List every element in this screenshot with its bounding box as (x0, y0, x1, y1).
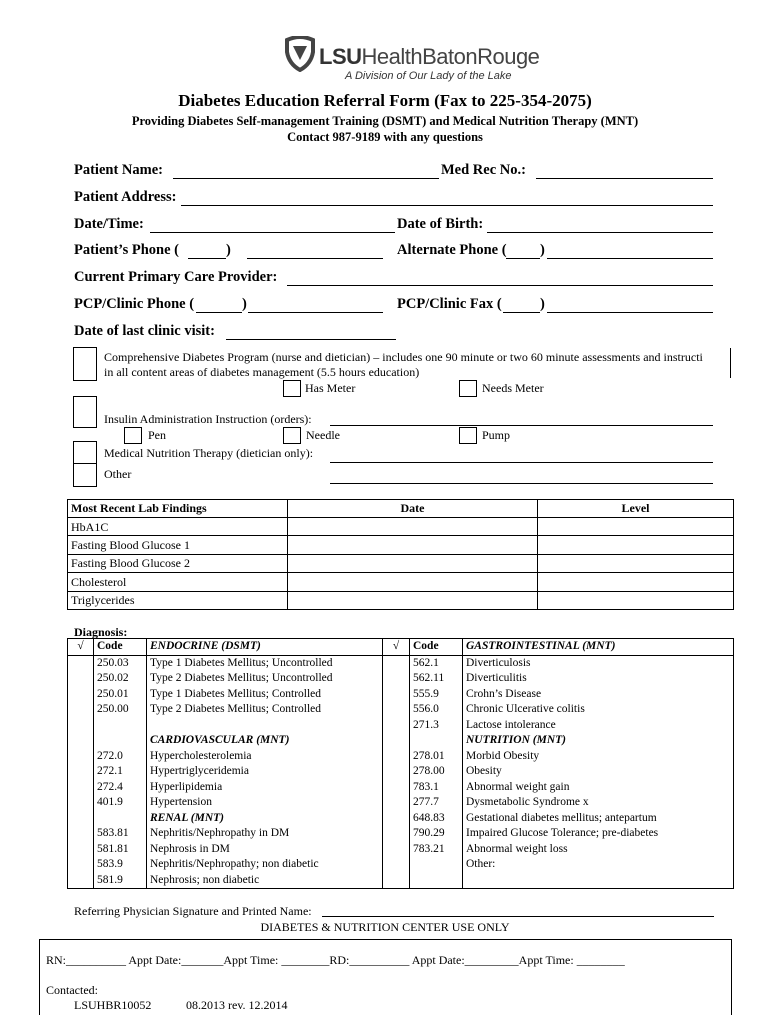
diagnosis-row (68, 764, 734, 780)
diagnosis-desc-left: CARDIOVASCULAR (MNT) (147, 733, 383, 749)
diagnosis-desc-left: Hypertriglyceridemia (147, 764, 383, 780)
diagnosis-code-right: 562.11 (410, 671, 463, 687)
patient-phone-paren: ) (226, 242, 231, 258)
lab-level-cell[interactable] (538, 591, 734, 609)
diagnosis-table (67, 638, 734, 889)
diagnosis-desc-left: Type 1 Diabetes Mellitus; Uncontrolled (147, 655, 383, 671)
diagnosis-desc-left: Nephrosis; non diabetic (147, 873, 383, 889)
diagnosis-check-left[interactable] (68, 718, 94, 734)
needs-meter-label: Needs Meter (482, 381, 544, 395)
lab-date-cell[interactable] (288, 554, 538, 572)
diagnosis-code-left: 272.0 (94, 749, 147, 765)
pump-checkbox[interactable] (459, 427, 477, 444)
lab-name: Fasting Blood Glucose 2 (68, 554, 288, 572)
diagnosis-desc-left: Hypercholesterolemia (147, 749, 383, 765)
diagnosis-code-right: 790.29 (410, 826, 463, 842)
diagnosis-row (68, 655, 734, 671)
diagnosis-check-right[interactable] (383, 780, 410, 796)
diagnosis-desc-right: Obesity (463, 764, 734, 780)
patient-address-label: Patient Address: (74, 189, 177, 205)
diagnosis-desc-left: Type 2 Diabetes Mellitus; Controlled (147, 702, 383, 718)
needle-label: Needle (306, 428, 340, 442)
form-id: LSUHBR10052 (74, 998, 152, 1012)
subtitle-line-2: Contact 987-9189 with any questions (287, 130, 483, 144)
lab-name: HbA1C (68, 518, 288, 536)
diagnosis-check-left[interactable] (68, 811, 94, 827)
diagnosis-code-right: 278.00 (410, 764, 463, 780)
last-visit-label: Date of last clinic visit: (74, 323, 215, 339)
diagnosis-desc-right: Crohn’s Disease (463, 687, 734, 703)
alt-phone-paren: ) (540, 242, 545, 258)
diagnosis-code-right: 556.0 (410, 702, 463, 718)
mnt-label: Medical Nutrition Therapy (dietician only): (104, 446, 314, 460)
diagnosis-check-right[interactable] (383, 671, 410, 687)
lab-name: Fasting Blood Glucose 1 (68, 536, 288, 554)
diagnosis-check-right[interactable] (383, 826, 410, 842)
diagnosis-desc-left: Type 2 Diabetes Mellitus; Uncontrolled (147, 671, 383, 687)
diagnosis-header-row (68, 639, 734, 656)
gastrointestinal-header: GASTROINTESTINAL (MNT) (463, 639, 734, 656)
diagnosis-check-left[interactable] (68, 687, 94, 703)
diagnosis-check-left[interactable] (68, 702, 94, 718)
diagnosis-code-right (410, 873, 463, 889)
diagnosis-check-left[interactable] (68, 671, 94, 687)
diagnosis-check-right[interactable] (383, 842, 410, 858)
pcp-fax-label: PCP/Clinic Fax ( (397, 296, 502, 312)
insulin-orders-line[interactable] (330, 425, 713, 426)
diagnosis-desc-left: Hyperlipidemia (147, 780, 383, 796)
diagnosis-check-right[interactable] (383, 764, 410, 780)
lab-row (68, 591, 734, 609)
diagnosis-code-left (94, 811, 147, 827)
diagnosis-check-left[interactable] (68, 873, 94, 889)
diagnosis-code-right: 277.7 (410, 795, 463, 811)
other-label: Other (104, 467, 132, 481)
check-header-left: √ (68, 639, 94, 656)
lab-level-header: Level (538, 500, 734, 518)
diagnosis-check-right[interactable] (383, 702, 410, 718)
diagnosis-row (68, 873, 734, 889)
diagnosis-desc-right: Lactose intolerance (463, 718, 734, 734)
diagnosis-code-left: 250.01 (94, 687, 147, 703)
revision-date: 08.2013 rev. 12.2014 (186, 998, 288, 1012)
diagnosis-row (68, 780, 734, 796)
lab-findings-header: Most Recent Lab Findings (68, 500, 288, 518)
code-header-right: Code (410, 639, 463, 656)
patient-phone-label: Patient’s Phone ( (74, 242, 179, 258)
diagnosis-check-left[interactable] (68, 842, 94, 858)
diagnosis-row (68, 702, 734, 718)
diagnosis-desc-right: NUTRITION (MNT) (463, 733, 734, 749)
center-use-heading: DIABETES & NUTRITION CENTER USE ONLY (260, 920, 510, 934)
diagnosis-row (68, 811, 734, 827)
pump-label: Pump (482, 428, 511, 442)
text-cutoff-bar (730, 348, 731, 378)
diagnosis-desc-left: Type 1 Diabetes Mellitus; Controlled (147, 687, 383, 703)
check-header-right: √ (383, 639, 410, 656)
form-subtitle (0, 113, 770, 145)
diagnosis-desc-right: Impaired Glucose Tolerance; pre-diabetes (463, 826, 734, 842)
lab-date-cell[interactable] (288, 536, 538, 554)
lab-findings-table (67, 499, 734, 610)
pcp-line[interactable] (287, 285, 713, 286)
date-time-label: Date/Time: (74, 216, 144, 232)
patient-name-label: Patient Name: (74, 162, 163, 178)
diagnosis-code-left: 583.9 (94, 857, 147, 873)
last-visit-line[interactable] (226, 339, 396, 340)
patient-phone-area-line[interactable] (188, 258, 226, 259)
comprehensive-checkbox[interactable] (73, 347, 97, 381)
diagnosis-row (68, 671, 734, 687)
appointment-line[interactable]: RN:__________ Appt Date:_______Appt Time: ________RD:__________ Appt Date:_________Appt Time: ________ (46, 953, 625, 967)
diagnosis-check-right[interactable] (383, 857, 410, 873)
diagnosis-desc-right: Diverticulosis (463, 655, 734, 671)
other-line[interactable] (330, 483, 713, 484)
diagnosis-check-left[interactable] (68, 826, 94, 842)
diagnosis-desc-right: Chronic Ulcerative colitis (463, 702, 734, 718)
diagnosis-code-right: 783.1 (410, 780, 463, 796)
needs-meter-checkbox[interactable] (459, 380, 477, 397)
lab-row (68, 554, 734, 572)
diagnosis-code-left: 581.81 (94, 842, 147, 858)
diagnosis-row (68, 687, 734, 703)
diagnosis-check-left[interactable] (68, 780, 94, 796)
diagnosis-row (68, 718, 734, 734)
diagnosis-code-right: 783.21 (410, 842, 463, 858)
med-rec-label: Med Rec No.: (441, 162, 526, 178)
diagnosis-row (68, 842, 734, 858)
subtitle-line-1: Providing Diabetes Self-management Training (DSMT) and Medical Nutrition Therapy (MNT) (131, 114, 639, 128)
diagnosis-code-left: 250.03 (94, 655, 147, 671)
lab-level-cell[interactable] (538, 554, 734, 572)
lab-level-cell[interactable] (538, 536, 734, 554)
insulin-label: Insulin Administration Instruction (orders): (104, 412, 312, 426)
diagnosis-check-right[interactable] (383, 733, 410, 749)
form-title: Diabetes Education Referral Form (Fax to 225-354-2075) (178, 91, 592, 110)
lab-date-header: Date (288, 500, 538, 518)
lab-level-cell[interactable] (538, 518, 734, 536)
diagnosis-code-right (410, 857, 463, 873)
diagnosis-row (68, 795, 734, 811)
needle-checkbox[interactable] (283, 427, 301, 444)
mnt-line[interactable] (330, 462, 713, 463)
diagnosis-check-right[interactable] (383, 811, 410, 827)
lab-date-cell[interactable] (288, 518, 538, 536)
endocrine-header: ENDOCRINE (DSMT) (147, 639, 383, 656)
pcp-phone-paren: ) (242, 296, 247, 312)
diagnosis-code-right (410, 733, 463, 749)
diagnosis-desc-right: Abnormal weight loss (463, 842, 734, 858)
lab-date-cell[interactable] (288, 591, 538, 609)
alt-phone-label: Alternate Phone ( (397, 242, 507, 258)
signature-label: Referring Physician Signature and Printed Name: (74, 904, 312, 918)
logo-subtitle: A Division of Our Lady of the Lake (345, 70, 512, 82)
pen-checkbox[interactable] (124, 427, 142, 444)
diagnosis-code-left (94, 733, 147, 749)
diagnosis-desc-left (147, 718, 383, 734)
diagnosis-code-right: 271.3 (410, 718, 463, 734)
pcp-fax-area-line[interactable] (503, 312, 540, 313)
other-checkbox[interactable] (73, 463, 97, 487)
diagnosis-desc-left: Nephritis/Nephropathy in DM (147, 826, 383, 842)
diagnosis-desc-right: Diverticulitis (463, 671, 734, 687)
diagnosis-code-left: 583.81 (94, 826, 147, 842)
alt-phone-area-line[interactable] (506, 258, 540, 259)
dob-label: Date of Birth: (397, 216, 484, 232)
diagnosis-check-right[interactable] (383, 749, 410, 765)
mnt-checkbox[interactable] (73, 441, 97, 465)
date-time-line[interactable] (150, 232, 395, 233)
has-meter-label: Has Meter (305, 381, 356, 395)
diagnosis-desc-right: Morbid Obesity (463, 749, 734, 765)
diagnosis-code-left: 250.00 (94, 702, 147, 718)
diagnosis-desc-right: Gestational diabetes mellitus; antepartum (463, 811, 734, 827)
diagnosis-check-right[interactable] (383, 873, 410, 889)
lab-level-cell[interactable] (538, 573, 734, 591)
diagnosis-code-left: 272.1 (94, 764, 147, 780)
lab-row (68, 573, 734, 591)
comprehensive-text-1: Comprehensive Diabetes Program (nurse and dietician) – includes one 90 minute or two 60 minute assessments and instructi (104, 350, 703, 364)
lab-header-row (68, 500, 734, 518)
lab-row (68, 536, 734, 554)
diagnosis-check-left[interactable] (68, 749, 94, 765)
diagnosis-desc-right (463, 873, 734, 889)
lab-name: Cholesterol (68, 573, 288, 591)
lab-row (68, 518, 734, 536)
pcp-phone-label: PCP/Clinic Phone ( (74, 296, 195, 312)
diagnosis-check-left[interactable] (68, 795, 94, 811)
diagnosis-code-right: 648.83 (410, 811, 463, 827)
pen-label: Pen (148, 428, 166, 442)
dob-line[interactable] (487, 232, 713, 233)
lsu-shield-icon (283, 36, 317, 72)
diagnosis-code-left (94, 718, 147, 734)
alt-phone-line[interactable] (547, 258, 713, 259)
diagnosis-code-left: 272.4 (94, 780, 147, 796)
diagnosis-row (68, 749, 734, 765)
diagnosis-row (68, 826, 734, 842)
signature-line[interactable] (322, 916, 714, 917)
diagnosis-check-left[interactable] (68, 764, 94, 780)
diagnosis-check-left[interactable] (68, 655, 94, 671)
pcp-phone-line[interactable] (248, 312, 383, 313)
patient-address-line[interactable] (181, 205, 713, 206)
contacted-label[interactable]: Contacted: (46, 983, 98, 997)
diagnosis-desc-left: RENAL (MNT) (147, 811, 383, 827)
diagnosis-desc-right: Other: (463, 857, 734, 873)
pcp-label: Current Primary Care Provider: (74, 269, 278, 285)
insulin-checkbox[interactable] (73, 396, 97, 428)
has-meter-checkbox[interactable] (283, 380, 301, 397)
diagnosis-check-right[interactable] (383, 687, 410, 703)
lab-date-cell[interactable] (288, 573, 538, 591)
diagnosis-check-right[interactable] (383, 718, 410, 734)
diagnosis-code-right: 278.01 (410, 749, 463, 765)
pcp-fax-line[interactable] (547, 312, 713, 313)
diagnosis-desc-left: Nephrosis in DM (147, 842, 383, 858)
med-rec-line[interactable] (536, 178, 713, 179)
diagnosis-check-right[interactable] (383, 655, 410, 671)
diagnosis-code-right: 555.9 (410, 687, 463, 703)
diagnosis-desc-right: Dysmetabolic Syndrome x (463, 795, 734, 811)
patient-name-line[interactable] (173, 178, 439, 179)
diagnosis-desc-right: Abnormal weight gain (463, 780, 734, 796)
diagnosis-desc-left: Hypertension (147, 795, 383, 811)
diagnosis-label: Diagnosis: (74, 625, 128, 639)
diagnosis-code-left: 581.9 (94, 873, 147, 889)
code-header-left: Code (94, 639, 147, 656)
logo (283, 36, 543, 88)
lab-name: Triglycerides (68, 591, 288, 609)
diagnosis-code-left: 250.02 (94, 671, 147, 687)
pcp-fax-paren: ) (540, 296, 545, 312)
patient-phone-line[interactable] (247, 258, 383, 259)
diagnosis-code-right: 562.1 (410, 655, 463, 671)
pcp-phone-area-line[interactable] (196, 312, 242, 313)
diagnosis-row (68, 733, 734, 749)
comprehensive-text-2: in all content areas of diabetes management (5.5 hours education) (104, 365, 420, 379)
diagnosis-check-left[interactable] (68, 733, 94, 749)
diagnosis-row (68, 857, 734, 873)
diagnosis-check-right[interactable] (383, 795, 410, 811)
logo-wordmark: LSUHealthBatonRouge (319, 44, 540, 69)
diagnosis-check-left[interactable] (68, 857, 94, 873)
diagnosis-code-left: 401.9 (94, 795, 147, 811)
diagnosis-desc-left: Nephritis/Nephropathy; non diabetic (147, 857, 383, 873)
